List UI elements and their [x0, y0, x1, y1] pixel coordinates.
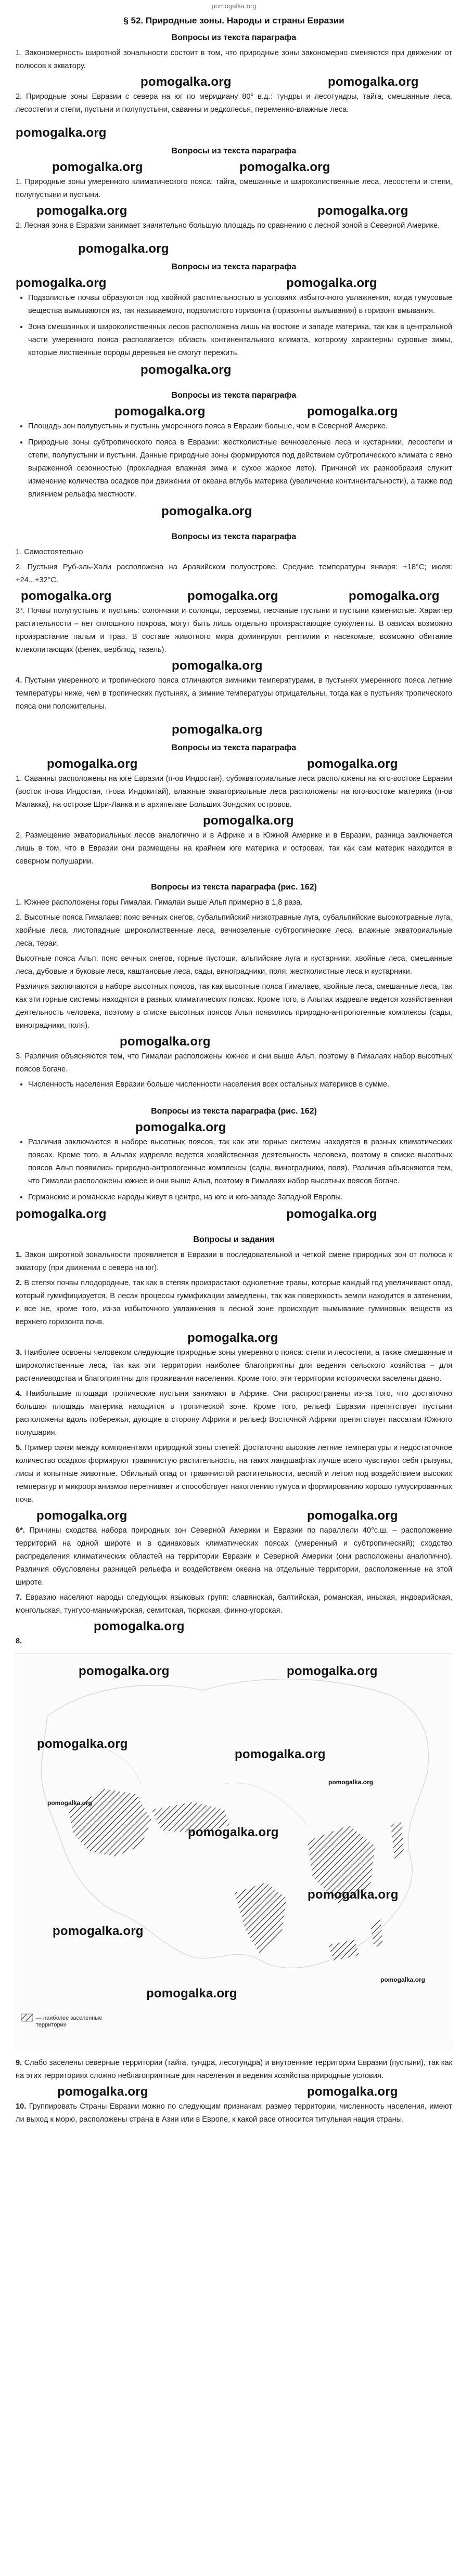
section-heading: Вопросы из текста параграфа [171, 147, 297, 155]
watermark-small: pomogalka.org [47, 1799, 93, 1807]
paragraph: 2. Пустыня Руб-эль-Хали расположена на Аравийском полуострове. Средние температуры января: +18°С; июля: +24...+32°С. [16, 563, 452, 584]
watermark: pomogalka.org [307, 404, 398, 419]
bullet-list [16, 1136, 452, 1204]
section-heading: Вопросы из текста параграфа [171, 263, 297, 271]
watermark: pomogalka.org [172, 659, 263, 673]
eurasia-population-map [16, 1653, 452, 2049]
watermark: pomogalka.org [140, 75, 232, 89]
watermark-row [16, 242, 452, 257]
watermark: pomogalka.org [16, 276, 107, 290]
bullet-list [16, 420, 452, 501]
watermark-row [16, 2085, 452, 2100]
answer-2: 2. В степях почвы плодородные, так как в степях произрастают однолетние травы, которые каждый год увеличивают опад, который гумифицируется. В лесах процессы гумификации замедлены, так как поверхность земли находится в затенении, и все же, кроме того, из-за избыточного увлажнения в лесной зоне происходит вымывание гуминовых веществ из верхнего горизонта почв. [16, 1279, 452, 1326]
section-heading: Вопросы из текста параграфа [171, 532, 297, 541]
watermark: pomogalka.org [349, 589, 440, 603]
watermark: pomogalka.org [328, 75, 419, 89]
list-item: • Различия заключаются в наборе высотных поясов, так как эти горные системы находятся в разных климатических поясах. Кроме того, в Альпах издревле ведется хозяйственная деятельность человека, поэтому в списке высотных поясов Альп появились природно-антропогенные комплексы (сады, виноградники, поля). Различия объясняются тем, что Гималаи расположены южнее и они выше Альп, поэтому в Гималаях набор высотных поясов богаче. [28, 1136, 452, 1188]
watermark: pomogalka.org [172, 723, 263, 737]
watermark: pomogalka.org [146, 1986, 237, 2000]
paragraph: 1. Самостоятельно [16, 548, 83, 556]
section-heading: Вопросы из текста параграфа [171, 743, 297, 752]
watermark: pomogalka.org [37, 1737, 128, 1751]
list-item: • Подзолистые почвы образуются под хвойной растительностью в условиях избыточного увлажнения, когда гумусовые вещества вымываются из, так называемого, подзолистого горизонта (горизонты вымывания) в горизонт вмывания. [28, 292, 452, 318]
watermark: pomogalka.org [47, 757, 138, 771]
watermark-row [16, 814, 452, 829]
section-heading: Вопросы из текста параграфа (рис. 162) [151, 1107, 317, 1116]
paragraph: 2. Высотные пояса Гималаев: пояс вечных снегов, субальпийский низкотравные луга, субальпийские высокотравные луга, хвойные леса, листопадные широколиственные леса, вечнозеленые субтропические леса, влажные экваториальные леса, тераи. [16, 913, 452, 948]
watermark-row [16, 1035, 452, 1050]
watermark: pomogalka.org [52, 160, 143, 174]
paragraph: 3. Различия объясняются тем, что Гималаи расположены южнее и они выше Альп, поэтому в Гималаях набор высотных поясов богаче. [16, 1052, 452, 1074]
answer-7: 7. Евразию населяют народы следующих языковых групп: славянская, балтийская, романская, иньская, индоарийская, монгольская, тунгусо-маньчжурская, семитская, тюркская, финно-угорская. [16, 1593, 452, 1615]
answer-1: 1. Закон широтной зональности проявляется в Евразии в последовательной и четкой смене природных зон от полюса к экватору (при движении с севера на юг). [16, 1251, 453, 1272]
watermark: pomogalka.org [307, 2085, 398, 2099]
watermark: pomogalka.org [286, 276, 377, 290]
watermark-row [16, 1619, 452, 1635]
watermark-row [16, 363, 452, 378]
section-heading: Вопросы из текста параграфа [171, 391, 297, 400]
watermark-row [16, 1331, 452, 1346]
watermark-small: pomogalka.org [328, 1779, 374, 1786]
watermark-row [16, 659, 452, 674]
answer-10: 10. Группировать Страны Евразии можно по следующим признакам: размер территории, численность населения, имеют ли выход к морю, расположены страна в Азии или в Европе, к какой расе относится титульная нация страны. [16, 2102, 452, 2124]
answer-5: 5. Пример связи между компонентами природной зоны степей: Достаточно высокие летние температуры и недостаточное количество осадков формируют травянистую растительность, на таких ландшафтах лучше всего чувствуют себя грызуны, лисы и копытные животные. Обильный опад от травянистой растительности, весной и летом под воздействием высоких температур и микроорганизмов перегнивает и способствует накоплению гумуса и формированию хорошо гумусированных почв. [16, 1444, 452, 1504]
answer-8: 8. [16, 1637, 22, 1645]
list-item: • Германские и романские народы живут в центре, на юге и юго-западе Западной Европы. [28, 1191, 452, 1204]
watermark-row [16, 589, 452, 605]
watermark: pomogalka.org [21, 589, 112, 603]
section-heading: Вопросы и задания [193, 1235, 275, 1244]
watermark-row [16, 723, 452, 738]
answer-6: 6*. Причины сходства набора природных зон Северной Америки и Евразии по параллели 40°с.ш. – расположение территорий на одной широте и в одинаковых климатических поясах (умеренный и субтропический); сходство распределения климатических областей на территории Евразии и Северной Америки (они расположены аналогично). Различия обусловлены разницей рельефа и воздействием океана на отдельные территории, расположенные на этой широте. [16, 1526, 452, 1587]
paragraph: 1. Природные зоны умеренного климатического пояса: тайга, смешанные и широколиственные леса, лесостепи и степи, полупустыни и пустыни. [16, 178, 452, 199]
watermark-row [16, 126, 452, 141]
answer-9: 9. Слабо заселены северные территории (тайга, тундра, лесотундра) и внутренние территории Евразии (пустыни), так как на этих территориях сложно неблагоприятные для населения и ведения хозяйства природные условия. [16, 2059, 452, 2080]
answer-4: 4. Наибольшие площади тропические пустыни занимают в Африке. Они распространены из-за того, что достаточно большая площадь материка находится в тропической зоне. Кроме того, рельеф Евразии препятствует пустыни расположены вдоль побережья, дующие в сторону Африки и рельеф Восточной Африки препятствует пассатам Южного полушария. [16, 1390, 452, 1437]
watermark: pomogalka.org [317, 204, 408, 218]
list-item: • Природные зоны субтропического пояса в Евразии: жестколистные вечнозеленые леса и кустарники, лесостепи и степи, полупустыни и пустыни. Данные природные зоны формируются под действием субтропического климата с явно выраженной сезонностью (прохладная влажная зима и сухое жаркое лето). Причиной их разнообразия служит изменение количества осадков при движении от океана вглубь материка (увеличение континентальности), а также под влиянием рельефа местности. [28, 436, 452, 501]
watermark: pomogalka.org [239, 160, 330, 174]
watermark: pomogalka.org [16, 126, 107, 140]
watermark: pomogalka.org [114, 404, 206, 419]
watermark: pomogalka.org [120, 1035, 211, 1049]
watermark: pomogalka.org [187, 1331, 278, 1345]
bullet-list [16, 292, 452, 360]
section-heading: Вопросы из текста параграфа (рис. 162) [151, 883, 317, 892]
watermark: pomogalka.org [203, 814, 294, 828]
watermark: pomogalka.org [188, 1825, 279, 1839]
paragraph: 2. Лесная зона в Евразии занимает значительно большую площадь по сравнению с лесной зоной в Северной Америке. [16, 221, 440, 230]
watermark: pomogalka.org [287, 1664, 378, 1678]
paragraph: 1. Закономерность широтной зональности состоит в том, что природные зоны закономерно сменяются при движении от полюсов к экватору. [16, 49, 452, 70]
list-item: • Площадь зон полупустынь и пустынь умеренного пояса в Евразии больше, чем в Северной Америке. [28, 420, 452, 433]
watermark-row [16, 1207, 452, 1223]
watermark: pomogalka.org [235, 1747, 326, 1761]
watermark: pomogalka.org [57, 2085, 148, 2099]
watermark: pomogalka.org [161, 504, 252, 518]
watermark: pomogalka.org [187, 589, 278, 603]
watermark: pomogalka.org [140, 363, 232, 377]
watermark: pomogalka.org [94, 1619, 185, 1633]
watermark: pomogalka.org [307, 1509, 398, 1523]
watermark-row [16, 504, 452, 520]
paragraph: 3*. Почвы полупустынь и пустынь: солончаки и солонцы, сероземы, песчаные пустыни и пустыни каменистые. Характер растительности – нет сплошного покрова, могут быть лишь отдельно произрастающие суккуленты. В оазисах возможно произрастание пальм и трав. В составе животного мира доминируют рептилии и насекомые, возможно обитание млекопитающих (фенёк, верблюд, газель). [16, 607, 452, 654]
watermark: pomogalka.org [307, 757, 398, 771]
watermark: pomogalka.org [78, 242, 169, 256]
watermark-row [16, 204, 452, 219]
watermark-row [16, 1120, 452, 1136]
paragraph: 1. Южнее расположены горы Гималаи. Гималаи выше Альп примерно в 1,8 раза. [16, 898, 303, 907]
list-item: • Зона смешанных и широколиственных лесов расположена лишь на востоке и западе материка, так как в центральной части умеренного пояса располагается область континентального климата, которому характерны суровые зимы, которые лиственные породы деревьев не смогут пережить. [28, 321, 452, 360]
list-item: • Численность населения Евразии больше численности населения всех остальных материков в сумме. [28, 1078, 452, 1091]
paragraph: Различия заключаются в наборе высотных поясов, так как высотные пояса Гималаев, хвойные леса, смешанные леса, так как эти горные системы находятся в разных климатических поясах. Кроме того, в Альпах издревле ведется хозяйственная деятельность человека, поэтому в списке высотных поясов Альп появились природно-антропогенные комплексы (сады, виноградники, поля). [16, 983, 452, 1030]
answer-3: 3. Наиболее освоены человеком следующие природные зоны умеренного пояса: степи и лесостепи, а также смешанные и широколиственные леса, так как эти территории наиболее благоприятны для ведения сельского хозяйства – для растениеводства и благоприятны для проживания населения. Кроме того, эти территории исторически заселены давно. [16, 1349, 452, 1383]
watermark-row [16, 404, 452, 420]
watermark: pomogalka.org [286, 1207, 377, 1221]
paragraph: 4. Пустыни умеренного и тропического пояса отличаются зимними температурами, в пустынях умеренного пояса летние температуры ниже, чем в тропических пустынях, а зимние температуры отрицательны, тогда как в пустынях тропического пояса они положительны. [16, 676, 452, 711]
watermark: pomogalka.org [135, 1120, 226, 1134]
watermark-small: pomogalka.org [380, 1976, 426, 1983]
paragraph: Высотные пояса Альп: пояс вечных снегов, горные пустоши, альпийские луга и кустарники, хвойные леса, смешанные леса, дубовые и буковые леса, каштановые леса, сады, виноградники, поля, жестколистные леса и кустарники. [16, 954, 452, 976]
paragraph: 1. Саванны расположены на юге Евразии (п-ов Индостан), субэкваториальные леса расположены на юго-востоке Евразии (восток п-ова Индостан, п-ова Индокитай), влажные экваториальные леса расположены на юго-востоке материка (п-ов Малакка), на острове Шри-Ланка и в архипелаге Больших Зондских островов. [16, 775, 452, 809]
watermark: pomogalka.org [53, 1924, 144, 1938]
paragraph: 2. Размещение экваториальных лесов аналогично и в Африке и в Южной Америке и в Евразии, разница заключается лишь в том, что в Евразии они размещены на крайнем юге материка и островах, так как сам материк находится в северном полушарии. [16, 831, 452, 866]
paragraph: 2. Природные зоны Евразии с севера на юг по меридиану 80° в.д.: тундры и лесотундры, тайга, смешанные леса, лесостепи и степи, пустыни и полупустыни, саванны и редколесья, переменно-влажные леса. [16, 93, 452, 114]
watermark-row [16, 757, 452, 773]
section-heading: Вопросы из текста параграфа [171, 33, 297, 42]
watermark: pomogalka.org [36, 204, 127, 218]
page-title: § 52. Природные зоны. Народы и страны Евразии [123, 16, 344, 25]
watermark-row [16, 160, 452, 176]
map-legend: — наиболее заселенные территории [36, 2015, 103, 2028]
watermark-row [16, 75, 452, 90]
bullet-list [16, 1078, 452, 1091]
watermark-row [16, 1509, 452, 1524]
watermark: pomogalka.org [16, 1207, 107, 1221]
watermark-row [16, 276, 452, 292]
watermark: pomogalka.org [308, 1888, 399, 1902]
watermark: pomogalka.org [79, 1664, 170, 1678]
site-header[interactable]: pomogalka.org [211, 2, 257, 10]
watermark: pomogalka.org [36, 1509, 127, 1523]
